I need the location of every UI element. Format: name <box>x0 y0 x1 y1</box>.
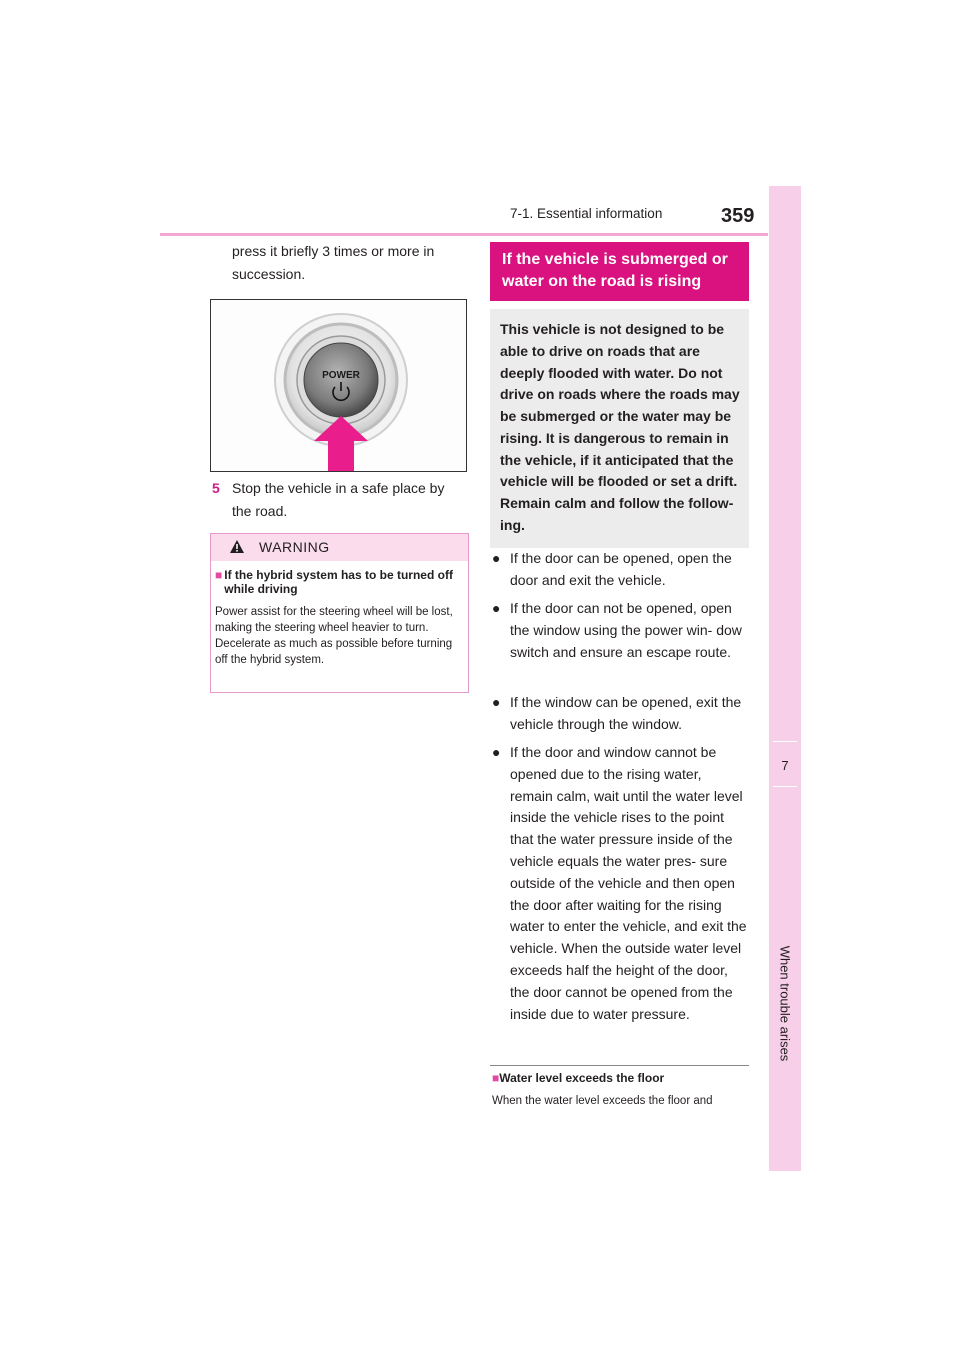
chapter-number: 7 <box>781 758 789 773</box>
warning-subheading-text: If the hybrid system has to be turned off while driving <box>224 568 453 596</box>
subsection-body: When the water level exceeds the floor and <box>492 1095 713 1107</box>
warning-subheading <box>215 568 465 596</box>
bullet-dot-icon: ● <box>492 550 501 566</box>
warning-header <box>211 534 468 561</box>
bullet-text: If the window can be opened, exit the vehicle through the window. <box>510 694 742 732</box>
bullet-dot-icon: ● <box>492 694 501 710</box>
intro-text: This vehicle is not designed to be able to drive on roads that are deeply flooded with water. Do not drive on roads where the roads may be submerged or the water may be rising. It is dangerous to remain in the vehicle, if it anticipated that the vehicle will be flooded or set a drift. Remain calm and follow the follow- ing. <box>500 321 740 533</box>
sidebar-divider-top <box>773 741 797 742</box>
warning-box <box>210 533 469 693</box>
bullet-text: If the door can be opened, open the door and exit the vehicle. <box>510 550 732 588</box>
power-button-label: POWER <box>322 370 360 381</box>
step-number: 5 <box>212 480 220 496</box>
warning-title: WARNING <box>259 539 330 555</box>
bullet-text: If the door can not be opened, open the window using the power win- dow switch and ensure an escape route. <box>510 600 742 660</box>
continued-step-text: press it briefly 3 times or more in succession. <box>232 243 435 282</box>
step-text: Stop the vehicle in a safe place by the road. <box>232 480 445 519</box>
power-switch-figure <box>210 299 467 472</box>
bullet-dot-icon: ● <box>492 600 501 616</box>
intro-box <box>490 309 749 548</box>
subsection-heading <box>492 1071 664 1085</box>
page-number: 359 <box>721 205 755 227</box>
section-title: 7-1. Essential information <box>510 206 663 221</box>
header-rule <box>160 233 768 236</box>
bullet-text: If the door and window cannot be opened due to the rising water, remain calm, wait until the water level inside the vehicle rises to the point that the water pressure inside of the vehicle equals the water pres- sure outside of the vehicle and then open the door after waiting for the rising water to enter the vehicle, and exit the vehicle. When the outside water level exceeds half the height of the door, the door cannot be opened from the inside due to water pressure. <box>510 744 747 1022</box>
chapter-title: When trouble arises <box>777 945 793 1062</box>
warning-triangle-icon <box>229 539 245 554</box>
power-switch-illustration <box>211 300 466 471</box>
square-bullet-icon: ■ <box>492 1071 500 1085</box>
square-bullet-icon: ■ <box>215 568 223 582</box>
sidebar-divider-bottom <box>773 786 797 787</box>
warning-body: Power assist for the steering wheel will be lost, making the steering wheel heavier to turn. Decelerate as much as possible before turning off the hybrid system. <box>215 606 453 666</box>
section-banner <box>490 242 749 301</box>
section-heading: If the vehicle is submerged or water on the road is rising <box>502 251 728 290</box>
subsection-heading-text: Water level exceeds the floor <box>499 1071 665 1085</box>
bullet-dot-icon: ● <box>492 744 501 760</box>
chapter-sidebar <box>769 186 801 1171</box>
section-separator <box>490 1065 749 1066</box>
